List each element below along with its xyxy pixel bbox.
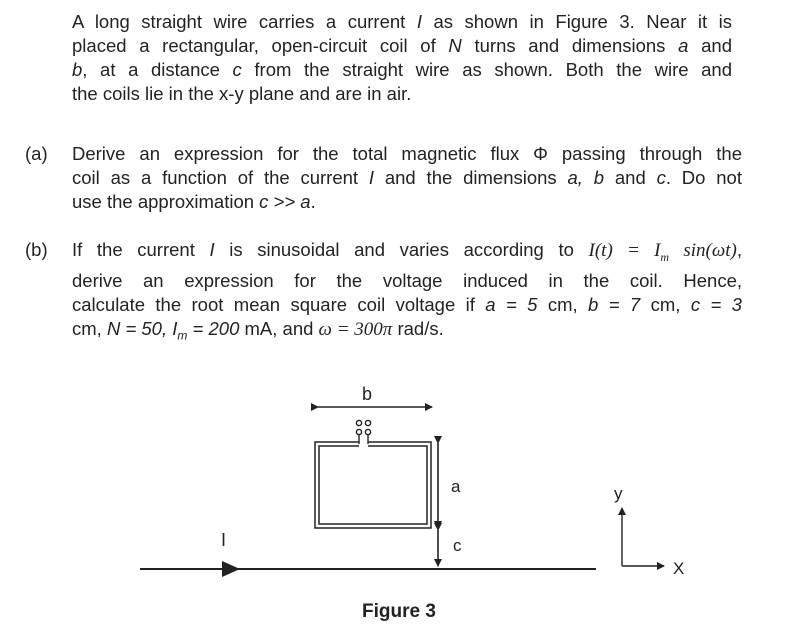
label-b: b bbox=[362, 384, 373, 404]
intro-line-2: placed a rectangular, open-circuit coil of N turns and dimensions a and bbox=[72, 35, 732, 56]
label-x: X bbox=[673, 559, 685, 578]
figure-3-diagram bbox=[0, 380, 790, 595]
label-c: c bbox=[453, 536, 462, 555]
current-equation: $I(t) = I_m$ sin(ωt) bbox=[588, 240, 737, 264]
label-y: y bbox=[614, 484, 623, 503]
current-direction-arrow bbox=[222, 561, 240, 577]
part-a-label: (a) bbox=[25, 143, 48, 164]
part-b-line-2: derive an expression for the voltage induced in the coil. Hence, bbox=[72, 269, 742, 291]
intro-line-1: A long straight wire carries a current I as shown in Figure 3. Near it is bbox=[72, 11, 732, 32]
label-current-I: I bbox=[221, 530, 227, 550]
part-b-line-4: cm, N = 50, $I_m = 200$ mA, and ω = 300π rad/s. bbox=[72, 317, 444, 343]
intro-line-3: b, at a distance c from the straight wire as shown. Both the wire and bbox=[72, 59, 733, 80]
part-b-line-1: If the current I is sinusoidal and varies according to $I(t) = I_m$ sin(ωt), bbox=[72, 239, 742, 264]
label-a: a bbox=[451, 477, 461, 496]
coil-terminals bbox=[356, 420, 370, 444]
part-a-line-3: use the approximation c >> a. bbox=[72, 191, 316, 212]
figure-caption: Figure 3 bbox=[362, 601, 436, 622]
part-a-line-1: Derive an expression for the total magnetic flux Φ passing through the bbox=[72, 143, 742, 164]
part-b-line-3: calculate the root mean square coil voltage if a = 5 cm, b = 7 cm, c = 3 bbox=[72, 293, 742, 315]
intro-line-4: the coils lie in the x-y plane and are in air. bbox=[72, 83, 412, 104]
part-b-text bbox=[72, 238, 742, 347]
rectangular-coil bbox=[315, 442, 431, 528]
problem-intro bbox=[72, 10, 732, 106]
part-a-text bbox=[72, 142, 742, 214]
part-b-label: (b) bbox=[25, 239, 48, 260]
part-a-line-2: coil as a function of the current I and the dimensions a, b and c. Do not bbox=[72, 167, 742, 188]
